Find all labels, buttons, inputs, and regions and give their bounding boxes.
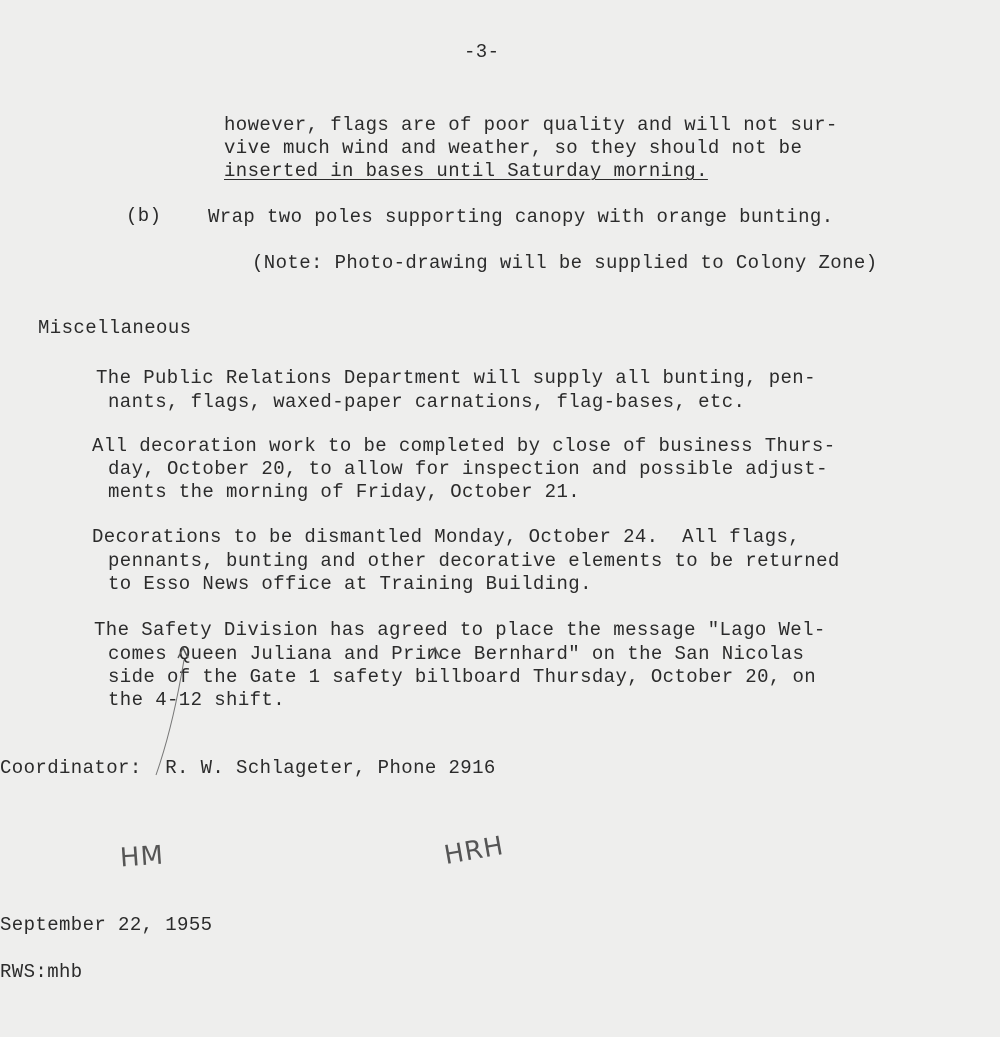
- flags-note-line-1: however, flags are of poor quality and will not sur-: [224, 114, 838, 136]
- paragraph-line: the 4-12 shift.: [108, 689, 286, 711]
- paragraph-line: ments the morning of Friday, October 21.: [108, 481, 581, 503]
- paragraph-line: side of the Gate 1 safety billboard Thursday, October 20, on: [108, 666, 817, 688]
- paragraph-line: to Esso News office at Training Building.: [108, 573, 592, 595]
- flags-note-line-2: vive much wind and weather, so they should not be: [224, 137, 803, 159]
- page-number: -3-: [464, 41, 500, 63]
- paragraph-line: comes Queen Juliana and Prince Bernhard" on the San Nicolas: [108, 643, 805, 665]
- item-b-note: (Note: Photo-drawing will be supplied to Colony Zone): [252, 252, 878, 274]
- paragraph-line: The Safety Division has agreed to place the message "Lago Wel-: [94, 619, 826, 641]
- paragraph-line: Decorations to be dismantled Monday, October 24. All flags,: [92, 526, 801, 548]
- document-date: September 22, 1955: [0, 914, 213, 936]
- flags-note-line-3: inserted in bases until Saturday morning.: [224, 160, 708, 182]
- coordinator-line: Coordinator: R. W. Schlageter, Phone 2916: [0, 757, 496, 779]
- paragraph-line: day, October 20, to allow for inspection and possible adjust-: [108, 458, 828, 480]
- paragraph-line: pennants, bunting and other decorative elements to be returned: [108, 550, 840, 572]
- reference-initials: RWS:mhb: [0, 961, 83, 983]
- paragraph-line: nants, flags, waxed-paper carnations, flag-bases, etc.: [108, 391, 746, 413]
- handwritten-initials-hrh: HRH: [441, 831, 507, 871]
- paragraph-line: All decoration work to be completed by close of business Thurs-: [92, 435, 836, 457]
- section-heading-miscellaneous: Miscellaneous: [38, 317, 192, 339]
- handwritten-initials-hm: HM: [119, 840, 165, 874]
- paragraph-line: The Public Relations Department will supply all bunting, pen-: [96, 367, 816, 389]
- item-b-label: (b): [126, 205, 162, 227]
- item-b-text: Wrap two poles supporting canopy with orange bunting.: [208, 206, 834, 228]
